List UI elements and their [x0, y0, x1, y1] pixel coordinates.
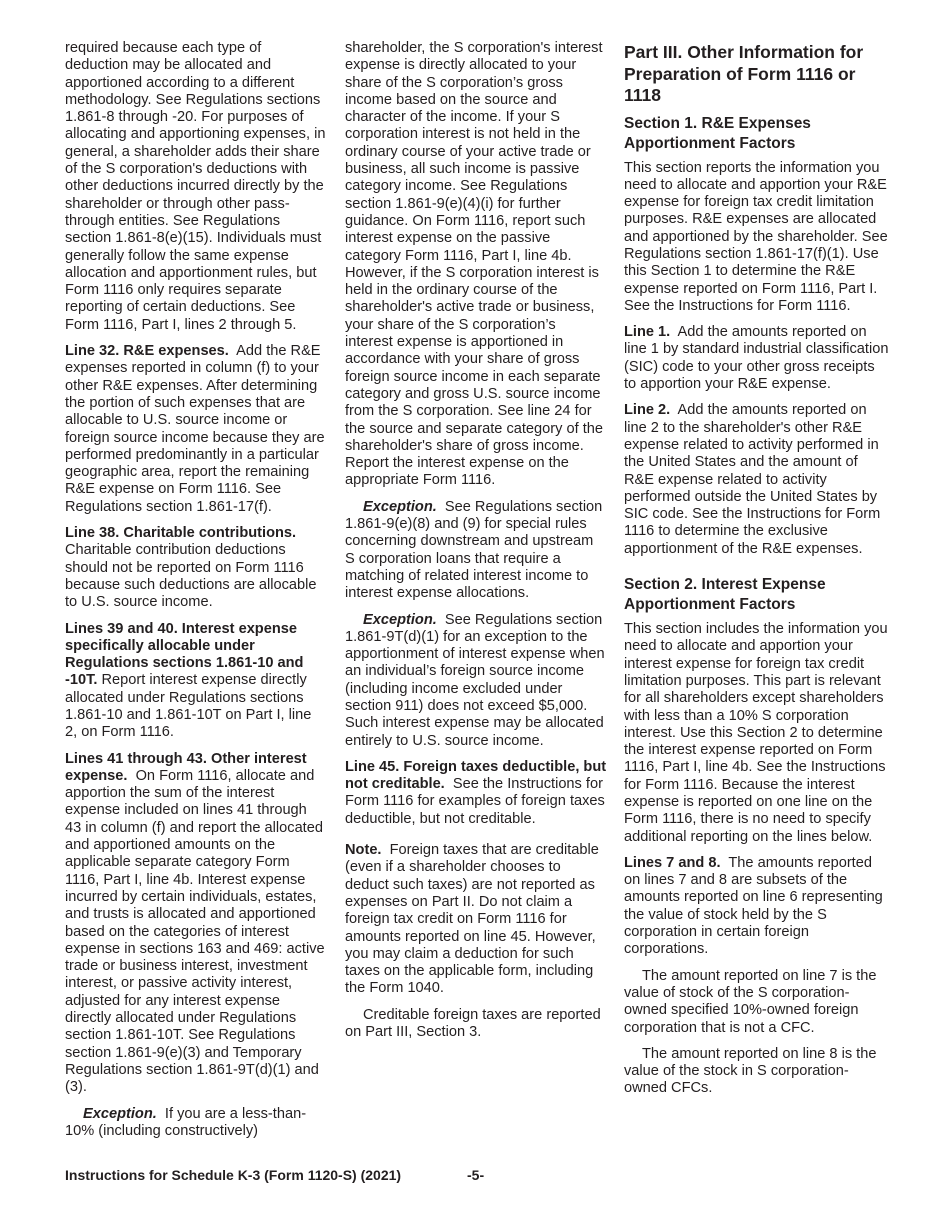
note-label: Note. [345, 842, 382, 859]
lines-7-8-label: Lines 7 and 8. [624, 854, 721, 871]
line-32-text: Add the R&E expenses reported in column (f) to your other R&E expenses. After determining the portion of such expenses that are allocable to U.S. source income or foreign source income because they are performed predominantly in a particular geographic area, report the remaining R&E expense on Form 1116. See Regulations section 1.861-17(f). [65, 343, 325, 515]
exception-1-text: See Regulations section 1.861-9(e)(8) and (9) for special rules concerning downstream and upstream S corporation loans that require a matching of related interest income to interest expense allocations. [345, 498, 603, 602]
note-text: Foreign taxes that are creditable (even if a shareholder chooses to deduct such taxes) are not reported as expenses on Part II. Do not claim a foreign tax credit on Form 1116 for amounts reported on line 45. However, you may claim a deduction for such taxes on the applicable form, including the Form 1040. [345, 842, 599, 997]
column-3 [624, 40, 889, 1107]
footer-title: Instructions for Schedule K-3 (Form 1120-S) (2021) [65, 1167, 402, 1183]
shareholder-paragraph: shareholder, the S corporation's interest expense is directly allocated to your share of the S corporation’s gross income based on the source and character of the income. If your S corporation interest is not held in the ordinary course of your active trade or business, all such income is passive category income. See Regulations section 1.861-9(e)(4)(i) for further guidance. On Form 1116, report such interest expense on the passive category Form 1116, Part I, line 4b. However, if the S corporation interest is held in the ordinary course of the shareholder's active trade or business, your share of the S corporation’s interest expense is apportioned in accordance with your share of gross foreign source income in each separate category and gross U.S. source income from the S corporation. See line 24 for the source and separate category of the shareholder's share of gross income. Report the interest expense on the appropriate Form 1116. [345, 40, 603, 489]
section-1-heading: Section 1. R&E Expenses Apportionment Factors [624, 114, 811, 152]
line-32-paragraph [65, 343, 327, 516]
line-8-paragraph: The amount reported on line 8 is the value of the stock in S corporation-owned CFCs. [624, 1045, 877, 1097]
exception-label: Exception. [83, 1105, 157, 1122]
line-1-text: Add the amounts reported on line 1 by standard industrial classification (SIC) code to your other gross receipts to apportion your R&E expense. [624, 324, 889, 393]
line-2-label: Line 2. [624, 402, 671, 419]
exception-text: If you are a less-than-10% (including constructively) [65, 1105, 307, 1139]
page-footer [65, 1167, 565, 1183]
lines-7-8-paragraph [624, 855, 889, 959]
section-1-paragraph: This section reports the information you need to allocate and apportion your R&E expense for foreign tax credit limitation purposes. R&E expenses are allocated and apportioned by the shareholder. See Regulations section 1.861-17(f)(1). Use this Section 1 to determine the R&E expense reported on Form 1116, Part I. See the Instructions for Form 1116. [624, 159, 888, 314]
line-2-text: Add the amounts reported on line 2 to the shareholder's other R&E expense related to activity performed in the United States and the amount of R&E expense related to activity performed outside the United States by SIC code. See the Instructions for Form 1116 to determine the exclusive apportionment of the R&E expenses. [624, 402, 881, 557]
exception-2-paragraph [345, 612, 607, 750]
line-2-paragraph [624, 402, 889, 558]
intro-paragraph: required because each type of deduction may be allocated and apportioned according to a different methodology. See Regulations sections 1.861-8 through -20. For purposes of allocating and apportioning expenses, in general, a shareholder adds their share of the S corporation's deductions with other deductions incurred directly by the shareholder or through other pass-through entities. See Regulations section 1.861-8(e)(15). Individuals must generally follow the same expense allocation and apportionment rules, but Form 1116 only requires separate reporting of certain deductions. See Form 1116, Part I, lines 2 through 5. [65, 40, 326, 333]
line-41-43-text: On Form 1116, allocate and apportion the sum of the interest expense included on lines 41 through 43 in column (f) and report the allocated and apportioned amounts on the applicable separate category Form 1116, Part I, line 4b. Interest expense incurred by certain individuals, estates, and trusts is allocated and apportioned based on the categories of interest expense in sections 163 and 469: active trade or business interest, investment interest, or passive activity interest, adjusted for any interest expense directly allocated under Regulations section 1.861-10T. See Regulations section 1.861-9(e)(3) and Temporary Regulations section 1.861-9T(d)(1) and (3). [65, 767, 325, 1096]
page-number: -5- [467, 1167, 485, 1183]
line-45-label: Line 45. Foreign taxes deductible, but not creditable. [345, 758, 607, 793]
line-38-label: Line 38. Charitable contributions. [65, 525, 297, 542]
line-1-label: Line 1. [624, 324, 671, 341]
column-1 [65, 40, 327, 1149]
line-39-40-label: Lines 39 and 40. Interest expense specifically allocable under Regulations sections 1.861-10 and -10T. [65, 620, 304, 689]
part-3-heading: Part III. Other Information for Preparation of Form 1116 or 1118 [624, 42, 864, 105]
column-2 [345, 40, 607, 1050]
line-32-label: Line 32. R&E expenses. [65, 343, 229, 360]
creditable-paragraph: Creditable foreign taxes are reported on Part III, Section 3. [345, 1006, 601, 1041]
exception-paragraph [65, 1106, 327, 1141]
line-41-43-paragraph [65, 751, 327, 1097]
line-45-text: See the Instructions for Form 1116 for examples of foreign taxes deductible, but not creditable. [345, 776, 605, 827]
lines-7-8-text: The amounts reported on lines 7 and 8 are subsets of the amounts reported on line 6 representing the value of stock held by the S corporation in certain foreign corporations. [624, 854, 883, 958]
exception-2-text: See Regulations section 1.861-9T(d)(1) for an exception to the apportionment of interest expense when an individual’s foreign source income (including income excluded under section 911) does not exceed $5,000. Such interest expense may be allocated entirely to U.S. source income. [345, 611, 605, 749]
line-7-paragraph: The amount reported on line 7 is the value of stock of the S corporation-owned specified 10%-owned foreign corporation that is not a CFC. [624, 967, 877, 1036]
note-paragraph [345, 842, 607, 998]
exception-2-label: Exception. [363, 611, 437, 628]
line-45-paragraph [345, 759, 607, 828]
section-2-heading: Section 2. Interest Expense Apportionment Factors [624, 576, 826, 614]
exception-1-label: Exception. [363, 498, 437, 515]
line-38-text: Charitable contribution deductions should not be reported on Form 1116 because such deductions are allocable to U.S. source income. [65, 542, 317, 611]
line-38-paragraph [65, 525, 327, 611]
exception-1-paragraph [345, 499, 607, 603]
line-39-40-paragraph [65, 621, 327, 742]
line-39-40-text: Report interest expense directly allocated under Regulations sections 1.861-10 and 1.861-10T on Part I, line 2, on Form 1116. [65, 672, 312, 741]
line-1-paragraph [624, 324, 889, 393]
section-2-paragraph: This section includes the information you need to allocate and apportion your interest expense for foreign tax credit limitation purposes. This part is relevant for all shareholders except shareholders with less than a 10% S corporation interest. Use this Section 2 to determine the interest expense reported on Form 1116, Part I, line 4b. See the Instructions for Form 1116. Because the interest expense is reported on one line on the Form 1116, there is no need to specify additional reporting on the lines below. [624, 621, 888, 845]
line-41-43-label: Lines 41 through 43. Other interest expense. [65, 750, 307, 784]
